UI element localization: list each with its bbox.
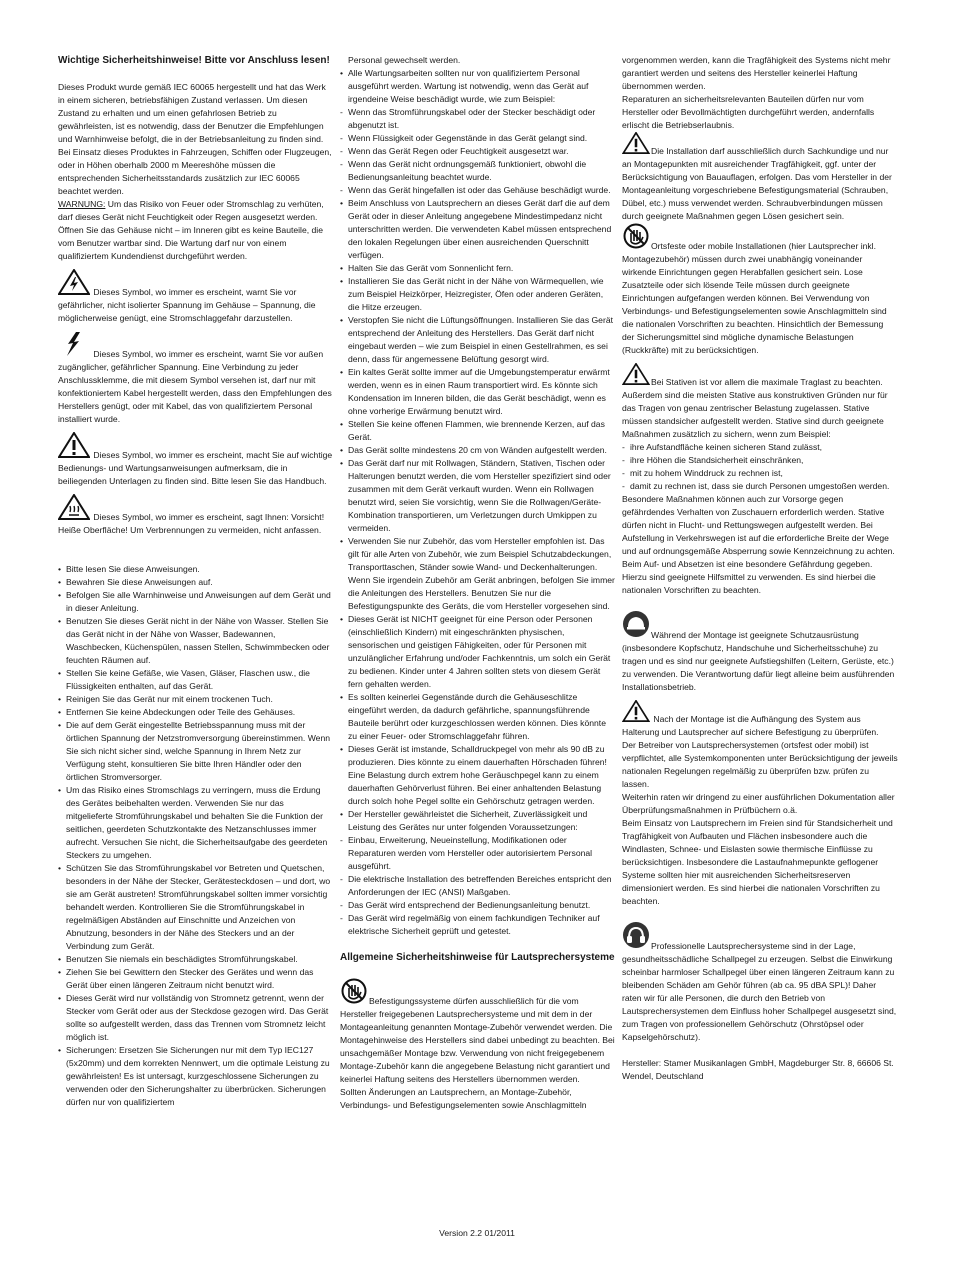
list-item: • Ein kaltes Gerät sollte immer auf die Umgebungstemperatur erwärmt werden, wenn es in einen Raum transportiert wird. Es könnte sich Kondensation im Inneren bilden, die das Gerät beschädigt, wenn es ohne vorherige Erwärmung benutzt wird.	[340, 366, 616, 418]
after-mounting-paragraph	[622, 700, 898, 739]
list-item: • Entfernen Sie keine Abdeckungen oder Teile des Gehäuses.	[58, 706, 333, 719]
column-3	[622, 54, 898, 1083]
list-item: • Installieren Sie das Gerät nicht in der Nähe von Wärmequellen, wie zum Beispiel Heizkörper, Heizregister, Öfen oder anderen Geräten, die Hitze erzeugen.	[340, 275, 616, 314]
lightning-triangle-icon	[58, 269, 90, 299]
dash-item: - damit zu rechnen ist, dass sie durch Personen umgestoßen werden.	[622, 480, 898, 493]
list-item: • Stellen Sie keine offenen Flammen, wie brennende Kerzen, auf das Gerät.	[340, 418, 616, 444]
speaker-safety-heading: Allgemeine Sicherheitshinweise für Lautsprechersysteme	[340, 952, 615, 963]
list-item: • Schützen Sie das Stromführungskabel vor Betreten und Quetschen, besonders in der Nähe der Stecker, Gerätesteckdosen – und dort, wo sie am Gerät austreten! Stromführungskabel sollten immer vorsichtig behandelt werden. Kontrollieren Sie die Stromführungskabel in regelmäßigen Abständen auf Einschnitte und Anzeichen von Abnutzung, besonders in der Nähe des Steckers und an der Verbindung zum Gerät.	[58, 862, 333, 953]
list-item: • Sicherungen: Ersetzen Sie Sicherungen nur mit dem Typ IEC127 (5x20mm) und dem korrekten Nennwert, um die optimale Leistung zu gewährleisten! Es ist untersagt, kurzgeschlossene Sicherungen zu verwenden oder den Sicherungshalter zu überbrücken. Sicherungen dürfen nur von qualifiziertem	[58, 1044, 333, 1109]
exclamation-triangle-icon	[622, 700, 650, 726]
list-item: • Das Gerät sollte mindestens 20 cm von Wänden aufgestellt werden.	[340, 444, 616, 457]
column-1	[58, 54, 333, 1109]
list-item: • Es sollten keinerlei Gegenstände durch die Gehäuseschlitze eingeführt werden, da dadurch gefährliche, spannungsführende Bauteile berührt oder kurzgeschlossen werden können. Dies könnte zu einer Feuer- oder Stromschlaggefahr führen.	[340, 691, 616, 743]
dash-item: - Wenn das Stromführungskabel oder der Stecker beschädigt oder abgenutzt ist.	[340, 106, 616, 132]
list-item: • Befolgen Sie alle Warnhinweise und Anweisungen auf dem Gerät und in dieser Anleitung.	[58, 589, 333, 615]
repairs-paragraph: Reparaturen an sicherheitsrelevanten Bauteilen dürfen nur vom Hersteller oder Bevollmächtigten durchgeführt werden, andernfalls erlischt die Betriebserlaubnis.	[622, 94, 875, 130]
symbol-hot-surface-paragraph	[58, 494, 333, 537]
exclamation-triangle-icon	[58, 432, 90, 462]
list-item: • Verstopfen Sie nicht die Lüftungsöffnungen. Installieren Sie das Gerät entsprechend der Anleitung des Herstellers. Das Gerät darf nicht eingebaut werden – wie zum Beispiel in einen Gestellrahmen, es sei denn, dass für angemessene Belüftung gesorgt wird.	[340, 314, 616, 366]
warning-text: Um das Risiko von Feuer oder Stromschlag zu verhüten, darf dieses Gerät nicht Feuchtigkeit oder Regen ausgesetzt werden. Öffnen Sie das Gehäuse nicht – im Inneren gibt es keine Bauteile, die vom Benutzer wartbar sind. Die Wartung darf nur von einem qualifiziertem Kundendienst durchgeführt werden.	[58, 199, 324, 261]
dash-item: - Das Gerät wird regelmäßig von einem fachkundigen Techniker auf elektrische Sicherheit geprüft und getestet.	[340, 912, 616, 938]
list-item: • Halten Sie das Gerät vom Sonnenlicht fern.	[340, 262, 616, 275]
hand-prohibition-icon	[622, 223, 650, 253]
hand-prohibition-icon	[340, 978, 368, 1008]
list-item: • Verwenden Sie nur Zubehör, das vom Hersteller empfohlen ist. Das gilt für alle Arten von Zubehör, wie zum Beispiel Schutzabdeckungen, Transporttaschen, Ständer sowie Wand- und Deckenhalterungen. Wenn Sie irgendein Zubehör am Gerät anbringen, befolgen Sie immer die Anleitungen des Herstellers. Benutzen Sie nur die Befestigungspunkte des Geräts, die vom Hersteller vorgesehen sind.	[340, 535, 616, 613]
list-item: • Bitte lesen Sie diese Anweisungen.	[58, 563, 333, 576]
stands-paragraph	[622, 363, 898, 441]
list-item: • Reinigen Sie das Gerät nur mit einem trockenen Tuch.	[58, 693, 333, 706]
mounting-paragraph	[340, 978, 616, 1086]
dash-item: - Die elektrische Installation des betreffenden Bereiches entspricht den Anforderungen der IEC (ANSI) Maßgaben.	[340, 873, 616, 899]
fixed-installations-text: Ortsfeste oder mobile Installationen (hier Lautsprecher inkl. Montagezubehör) müssen durch zwei unabhängig voneinander wirkende Einrichtungen gegen Herabfallen gesichert sein. Lose Zusatzteile oder sich lösende Teile müssen durch geeignete Einrichtungen aufgefangen werden können. Bei Verwendung von Verbindungs- und Befestigungselementen sowie Anschlagmitteln sind die nationalen Vorschriften zu beachten. Hinsichtlich der Bemessung der Sicherungsmittel sind mögliche dynamische Belastungen (Ruckkräfte) mit zu berücksichtigen.	[622, 241, 887, 355]
hearing-protection-paragraph	[622, 921, 898, 1044]
lightning-bolt-icon	[58, 331, 90, 361]
list-item: • Dieses Gerät wird nur vollständig von Stromnetz getrennt, wenn der Stecker vom Gerät oder aus der Steckdose gezogen wird. Das Gerät sollte so aufgestellt werden, dass das Trennen vom Stromnetz leicht möglich ist.	[58, 992, 333, 1044]
dash-item: - Wenn das Gerät hingefallen ist oder das Gehäuse beschädigt wurde.	[340, 184, 616, 197]
list-item: • Ziehen Sie bei Gewittern den Stecker des Gerätes und wenn das Gerät über einen längeren Zeitraum nicht benutzt wird.	[58, 966, 333, 992]
list-item: • Stellen Sie keine Gefäße, wie Vasen, Gläser, Flaschen usw., die Flüssigkeiten enthalten, auf das Gerät.	[58, 667, 333, 693]
symbol-attention-paragraph	[58, 432, 333, 488]
list-item: • Alle Wartungsarbeiten sollten nur von qualifiziertem Personal ausgeführt werden. Wartung ist notwendig, wenn das Gerät auf irgendeine Weise beschädigt wurde, wie zum Beispiel:	[340, 67, 616, 106]
outdoor-paragraph: Beim Einsatz von Lautsprechern im Freien sind für Standsicherheit und Tragfähigkeit von Aufbauten und Flächen insbesondere auch die Windlasten, Schnee- und Eislasten sowie thermische Einflüsse zu berücksichtigen. Insbesondere die Lastaufnahmepunkte geflogener Systeme sollten hier mit ausreichenden Sicherheitsreserven dimensioniert werden. Es sind hierbei die nationalen Vorschriften zu beachten.	[622, 818, 893, 906]
symbol-voltage-paragraph	[58, 269, 333, 325]
symbol-hot-surface-text: Dieses Symbol, wo immer es erscheint, sagt Ihnen: Vorsicht! Heiße Oberfläche! Um Verbrennungen zu vermeiden, nicht anfassen.	[58, 512, 325, 535]
installation-text: Die Installation darf ausschließlich durch Sachkundige und nur an Montagepunkten mit ausreichender Tragfähigkeit, ggf. unter der Berücksichtigung von Bauauflagen, erfolgen. Das vom Hersteller in der Montageanleitung vorgeschriebene Befestigungsmaterial (Schrauben, Dübel, etc.) muss verwendet werden. Schraubverbindungen müssen durch geeignete Maßnahmen gegen Lösen gesichert sein.	[622, 146, 892, 221]
dash-item: - ihre Aufstandfläche keinen sicheren Stand zulässt,	[622, 441, 898, 454]
list-item: • Benutzen Sie niemals ein beschädigtes Stromführungskabel.	[58, 953, 333, 966]
symbol-terminal-text: Dieses Symbol, wo immer es erscheint, warnt Sie vor außen zugänglicher, gefährlicher Spannung. Eine Verbindung zu jeder Anschlussklemme, die mit diesem Symbol versehen ist, darf nur mit konfektioniertem Kabel hergestellt werden, dass den Empfehlungen des Herstellers genügt, oder mit Kabel, das von qualifiziertem Personal installiert wurde.	[58, 349, 332, 424]
dash-item: - Wenn Flüssigkeit oder Gegenstände in das Gerät gelangt sind.	[340, 132, 616, 145]
operator-paragraph: Der Betreiber von Lautsprechersystemen (ortsfest oder mobil) ist verpflichtet, alle Systemkomponenten unter Berücksichtigung der jeweils nationalen Regelungen regelmäßig zu überprüfen bzw. prüfen zu lassen.	[622, 740, 898, 789]
helmet-icon	[622, 610, 650, 642]
list-item: • Bewahren Sie diese Anweisungen auf.	[58, 576, 333, 589]
documentation-paragraph: Weiterhin raten wir dringend zu einer ausführlichen Dokumentation aller Überprüfungsmaßnahmen in Prüfbüchern o.ä.	[622, 792, 895, 815]
manufacturer-info: Hersteller: Stamer Musikanlagen GmbH, Magdeburger Str. 8, 66606 St. Wendel, Deutschland	[622, 1058, 894, 1081]
dash-item: - mit zu hohem Winddruck zu rechnen ist,	[622, 467, 898, 480]
warning-label: WARNUNG:	[58, 199, 106, 209]
mounting-text: Befestigungssysteme dürfen ausschließlich für die vom Hersteller freigegebenen Lautsprechersysteme und mit dem in der Montageanleitung genannten Montage-Zubehör verwendet werden. Die Montagehinweise des Herstellers sind dabei unbedingt zu beachten. Bei unsachgemäßer Montage bzw. Verwendung von nicht freigegebenem Montage-Zubehör kann die angegebene Belastung nicht garantiert und keinerlei Haftung seitens des Herstellers übernommen werden.	[340, 996, 615, 1084]
audience-paragraph: Besondere Maßnahmen können auch zur Vorsorge gegen gefährdendes Verhalten von Zuschauern erforderlich werden. Stative dürfen nicht in Flucht- und Rettungswegen aufgestellt werden. Bei Aufstellung in Verkehrswegen ist auf die erforderliche Breite der Wege und auf ordnungsgemäße Absperrung sowie Kennzeichnung zu achten. Beim Auf- und Absetzen ist eine besondere Gefährdung gegeben. Hierzu sind geeignete Hilfsmittel zu verwenden. Es sind hierbei die nationalen Vorschriften zu beachten.	[622, 494, 895, 595]
dash-item: - Wenn das Gerät nicht ordnungsgemäß funktioniert, obwohl die Bedienungsanleitung beachtet wurde.	[340, 158, 616, 184]
list-item: • Benutzen Sie dieses Gerät nicht in der Nähe von Wasser. Stellen Sie das Gerät nicht in der Nähe von Wasser, Badewannen, Waschbecken, Küchenspülen, nassen Stellen, Schwimmbecken oder feuchten Räumen auf.	[58, 615, 333, 667]
list-item: • Dieses Gerät ist NICHT geeignet für eine Person oder Personen (einschließlich Kindern) mit eingeschränkten physischen, sensorischen und geistigen Fähigkeiten, oder für Personen mit unzulänglicher Erfahrung und/oder Fachkenntnis, um solch ein Gerät zu bedienen. Kinder unter 4 Jahren sollten stets von diesem Gerät fern gehalten werden.	[340, 613, 616, 691]
safety-heading: Wichtige Sicherheitshinweise! Bitte vor Anschluss lesen!	[58, 55, 330, 66]
load-capacity-paragraph: vorgenommen werden, kann die Tragfähigkeit des Systems nicht mehr garantiert werden und seitens des Hersteller keinerlei Haftung übernommen werden.	[622, 55, 891, 91]
symbol-voltage-text: Dieses Symbol, wo immer es erscheint, warnt Sie vor gefährlicher, nicht isolierter Spannung im Gehäuse – Spannung, die möglicherweise genügt, eine Stromschlaggefahr darzustellen.	[58, 287, 316, 323]
fixed-installations-paragraph	[622, 223, 898, 357]
list-item: • Die auf dem Gerät eingestellte Betriebsspannung muss mit der örtlichen Spannung der Netzstromversorgung übereinstimmen. Wenn Sie sich nicht sicher sind, welche Spannung in Ihrem Netz zur Verfügung steht, konsultieren Sie bitte Ihren Händler oder den örtlichen Stromversorger.	[58, 719, 333, 784]
continuation-text: Personal gewechselt werden.	[348, 55, 461, 65]
list-item: • Dieses Gerät ist imstande, Schalldruckpegel von mehr als 90 dB zu produzieren. Dies könnte zu einem dauerhaften Hörschaden führen! Eine Belastung durch extrem hohe Geräuschpegel kann zu einem dauerhaften Gehörverlust führen. Bei einer anhaltenden Belastung durch solch hohe Pegel sollte ein Gehörschutz getragen werden.	[340, 743, 616, 808]
warning-paragraph	[58, 198, 333, 263]
exclamation-triangle-icon	[622, 132, 650, 158]
column-2	[340, 54, 616, 1112]
dash-item: - ihre Höhen die Standsicherheit einschränken,	[622, 454, 898, 467]
hot-surface-triangle-icon	[58, 494, 90, 524]
version-footer: Version 2.2 01/2011	[439, 1228, 515, 1238]
stands-text: Bei Stativen ist vor allem die maximale Traglast zu beachten. Außerdem sind die meisten Stative aus konstruktiven Gründen nur für das Tragen von genau zentrischer Belastung zugelassen. Stative müssen standsicher aufgestellt werden. Stative sind durch geeignete Maßnahmen zusätzlich zu sichern, wenn zum Beispiel:	[622, 377, 888, 439]
dash-item: - Wenn das Gerät Regen oder Feuchtigkeit ausgesetzt war.	[340, 145, 616, 158]
exclamation-triangle-icon	[622, 363, 650, 389]
list-item: • Beim Anschluss von Lautsprechern an dieses Gerät darf die auf dem Gerät oder in dieser Anleitung angegebene Mindestimpedanz nicht unterschritten werden. Die verwendeten Kabel müssen entsprechend den lokalen Regelungen über einen ausreichenden Querschnitt verfügen.	[340, 197, 616, 262]
hearing-protection-text: Professionelle Lautsprechersysteme sind in der Lage, gesundheitsschädliche Schallpegel zu erzeugen. Selbst die Einwirkung scheinbar harmloser Schallpegel über einen längeren Zeitraum kann zu bleibenden Schäden am Gehör führen (ab ca. 95 dBA SPL)! Daher raten wir für alle Personen, die durch den Betrieb von Lautsprechersystemen dem Einfluss hoher Schallpegel ausgesetzt sind, zum Tragen von professionellem Gehörschutz (Ohrstöpsel oder Kapselgehörschutz).	[622, 941, 897, 1042]
ear-protection-icon	[622, 921, 650, 953]
symbol-attention-text: Dieses Symbol, wo immer es erscheint, macht Sie auf wichtige Bedienungs- und Wartungsanweisungen aufmerksam, die in beiliegenden Unterlagen zu finden sind. Bitte lesen Sie das Handbuch.	[58, 450, 333, 486]
intro-paragraph: Dieses Produkt wurde gemäß IEC 60065 hergestellt und hat das Werk in einem sicheren, betriebsfähigen Zustand verlassen. Um diesen Zustand zu erhalten und um einen gefahrlosen Betrieb zu gewährleisten, ist es notwendig, dass der Benutzer die Empfehlungen und Warnhinweise befolgt, die in der Betriebsanleitung zu finden sind. Bei Einsatz dieses Produktes in Fahrzeugen, Schiffen oder Flugzeugen, oder in Höhen oberhalb 2000 m Meereshöhe müssen die entsprechenden Sicherheitsstandards zusätzlich zur IEC 60065 beachtet werden.	[58, 82, 332, 196]
dash-item: - Einbau, Erweiterung, Neueinstellung, Modifikationen oder Reparaturen werden vom Hersteller oder autorisiertem Personal ausgeführt.	[340, 834, 616, 873]
modifications-paragraph: Sollten Änderungen an Lautsprechern, an Montage-Zubehör, Verbindungs- und Befestigungselementen sowie Anschlagmitteln	[340, 1087, 587, 1110]
list-item: • Der Hersteller gewährleistet die Sicherheit, Zuverlässigkeit und Leistung des Gerätes nur unter folgenden Voraussetzungen:	[340, 808, 616, 834]
list-item: • Das Gerät darf nur mit Rollwagen, Ständern, Stativen, Tischen oder Halterungen benutzt werden, die vom Hersteller spezifiziert sind oder zusammen mit dem Gerät verkauft wurden. Wenn ein Rollwagen benutzt wird, seien Sie vorsichtig, wenn Sie die Rollwagen/Geräte-Kombination transportieren, um Verletzungen durch Umkippen zu vermeiden.	[340, 457, 616, 535]
installation-paragraph	[622, 132, 898, 223]
list-item: • Um das Risiko eines Stromschlags zu verringern, muss die Erdung des Gerätes beibehalten werden. Verwenden Sie nur das mitgelieferte Stromführungskabel und behalten Sie die Funktion der seitlichen, geerdeten Schutzkontakte des Netzanschlusses immer aufrecht. Versuchen Sie nicht, die Sicherheitsaufgabe des geerdeten Steckers zu umgehen.	[58, 784, 333, 862]
dash-item: - Das Gerät wird entsprechend der Bedienungsanleitung benutzt.	[340, 899, 616, 912]
symbol-terminal-paragraph	[58, 331, 333, 426]
after-mounting-text: Nach der Montage ist die Aufhängung des System aus Halterung und Lautsprecher auf sichere Befestigung zu überprüfen.	[622, 714, 879, 737]
protective-gear-paragraph	[622, 610, 898, 694]
protective-gear-text: Während der Montage ist geeignete Schutzausrüstung (insbesondere Kopfschutz, Handschuhe und Sicherheitsschuhe) zu tragen und es sind nur geeignete Aufstiegshilfen (Leitern, Gerüste, etc.) zu verwenden. Die Verantwortung dafür liegt alleine beim ausführenden Installationsbetrieb.	[622, 630, 895, 692]
